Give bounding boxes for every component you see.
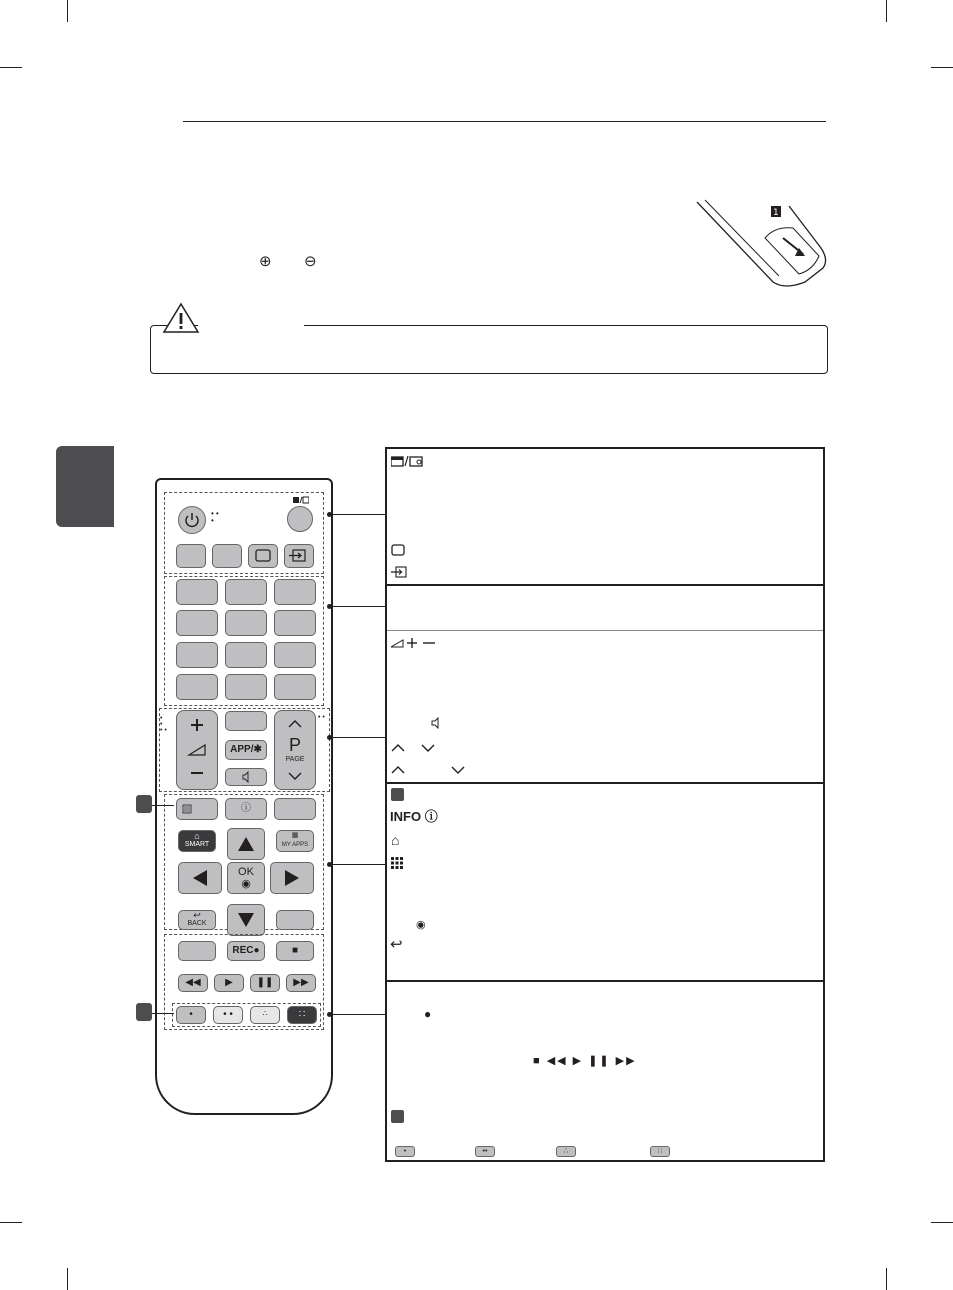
right-arrow-icon (271, 863, 313, 893)
leader-line (331, 737, 385, 738)
page-label: PAGE (285, 756, 305, 763)
page-rocker[interactable] (274, 710, 316, 790)
number-key[interactable] (176, 674, 218, 700)
stop-button[interactable] (276, 941, 314, 961)
power-dots: • • • (211, 509, 219, 525)
rec-dot-icon: ● (424, 1007, 432, 1021)
volume-plus-minus-icon (391, 637, 437, 649)
minus-circle-icon: ⊖ (304, 253, 317, 270)
ok-label: OK (238, 866, 254, 878)
crop-mark (0, 1222, 22, 1223)
number-key[interactable] (176, 610, 218, 636)
back-button[interactable] (178, 910, 216, 930)
center-key[interactable] (225, 711, 267, 731)
plus-circle-icon: ⊕ (259, 253, 272, 270)
page-dots: • • (318, 714, 325, 721)
number-key[interactable] (225, 642, 267, 668)
number-key[interactable] (225, 579, 267, 605)
nav-key-right[interactable] (274, 798, 316, 820)
grid-icon: ▦ (291, 832, 299, 839)
ratio-icon (249, 545, 277, 567)
ratio-icon (391, 544, 405, 556)
panel-divider (387, 584, 823, 586)
info-icon: ⓘ (424, 809, 438, 824)
top-key-2[interactable] (212, 544, 242, 568)
playback-key-1[interactable] (178, 941, 216, 961)
header-rule (183, 121, 826, 122)
app-button[interactable]: APP/✱ (225, 740, 267, 760)
volume-dots: • • • • (160, 715, 167, 734)
crop-mark (67, 1268, 68, 1290)
play-icon: ▶ (225, 977, 233, 988)
up-button[interactable] (227, 828, 265, 860)
mute-button[interactable] (225, 768, 267, 786)
rec-button[interactable] (227, 941, 265, 961)
number-key[interactable] (274, 642, 316, 668)
four-dot-icon: ∷ (298, 1009, 306, 1020)
input-icon (285, 545, 313, 567)
callout-square-1 (391, 788, 404, 801)
leader-line (331, 864, 385, 865)
crop-mark (886, 1268, 887, 1290)
up-arrow-icon (228, 829, 264, 859)
fast-forward-button[interactable] (286, 974, 316, 992)
leader-line (152, 805, 174, 806)
home-icon: ⌂ (194, 831, 200, 841)
tv-radio-icon (293, 496, 309, 504)
power-icon (179, 507, 205, 533)
warning-triangle-icon (162, 302, 200, 334)
caution-gap (198, 318, 304, 332)
number-key[interactable] (176, 579, 218, 605)
crop-mark (931, 1222, 953, 1223)
power-button[interactable] (178, 506, 206, 534)
number-key[interactable] (225, 610, 267, 636)
info-label-text: INFO (390, 809, 422, 824)
three-dot-icon: ∴ (262, 1009, 268, 1018)
chevron-up-icon (391, 765, 405, 775)
input-button[interactable] (284, 544, 314, 568)
down-button[interactable] (227, 904, 265, 936)
caution-box (150, 325, 828, 374)
play-button[interactable] (214, 974, 244, 992)
leader-line (331, 606, 385, 607)
down-arrow-icon (228, 905, 264, 935)
teletext-button[interactable] (176, 798, 218, 820)
color-key-2[interactable] (213, 1006, 243, 1024)
teletext-icon (177, 799, 217, 819)
back-arrow-icon: ↩ (193, 910, 201, 920)
remote-control (155, 478, 333, 1115)
leader-line (152, 1013, 174, 1014)
color-key-3[interactable] (250, 1006, 280, 1024)
number-key[interactable] (274, 610, 316, 636)
stop-icon: ■ (291, 945, 299, 956)
color-key-2-icon: •• (475, 1146, 495, 1157)
crop-mark (67, 0, 68, 22)
volume-rocker[interactable] (176, 710, 218, 790)
input-icon (391, 566, 407, 578)
pause-icon: ❚❚ (256, 977, 274, 988)
color-key-1-icon: • (395, 1146, 415, 1157)
grid-icon (391, 857, 403, 869)
color-key-4[interactable] (287, 1006, 317, 1024)
number-key[interactable] (274, 674, 316, 700)
crop-mark (0, 67, 22, 68)
panel-divider (387, 630, 823, 631)
description-panel (385, 447, 825, 1162)
color-key-3-icon: ∴ (556, 1146, 576, 1157)
info-label (390, 810, 438, 824)
remote-battery-illustration (695, 198, 830, 288)
mute-icon (226, 769, 266, 785)
fast-forward-icon: ▶▶ (293, 977, 309, 988)
ratio-button[interactable] (248, 544, 278, 568)
chevron-down-icon (421, 743, 435, 753)
rec-label: REC (232, 945, 254, 956)
top-key-1[interactable] (176, 544, 206, 568)
ok-circle-icon: ◉ (241, 878, 251, 890)
panel-divider (387, 782, 823, 784)
section-tab (56, 446, 114, 527)
panel-divider (387, 980, 823, 982)
two-dot-icon: • • (223, 1009, 233, 1020)
one-dot-icon: • (189, 1009, 193, 1020)
number-key[interactable] (176, 642, 218, 668)
smart-label: SMART (184, 841, 210, 848)
color-key-4-icon: ∷ (650, 1146, 670, 1157)
chevron-up-icon (391, 743, 405, 753)
volume-icon (177, 711, 217, 789)
callout-tag-2 (136, 1003, 152, 1021)
page-p-label: P (288, 735, 301, 755)
rec-dot-icon: ● (253, 945, 260, 956)
playback-icons: ■ ◀◀ ▶ ❚❚ ▶▶ (533, 1055, 637, 1067)
leader-line (331, 514, 385, 515)
tv-radio-icon (391, 455, 427, 467)
svg-text:1: 1 (773, 208, 779, 218)
number-key[interactable] (225, 674, 267, 700)
info-button[interactable]: ⓘ (225, 798, 267, 820)
callout-tag-1 (136, 795, 152, 813)
crop-mark (931, 67, 953, 68)
tv-radio-button[interactable] (287, 506, 313, 532)
color-key-1[interactable] (176, 1006, 206, 1024)
rewind-button[interactable] (178, 974, 208, 992)
back-label: BACK (187, 920, 207, 927)
ok-button[interactable] (227, 862, 265, 894)
crop-mark (886, 0, 887, 22)
pause-button[interactable] (250, 974, 280, 992)
ok-circle-icon: ◉ (416, 919, 426, 931)
back-arrow-icon: ↩ (390, 936, 403, 953)
chevron-down-icon (451, 765, 465, 775)
nav-key-exit[interactable] (276, 910, 314, 930)
rewind-icon: ◀◀ (185, 977, 201, 988)
left-button[interactable] (178, 862, 222, 894)
leader-line (331, 1014, 385, 1015)
right-button[interactable] (270, 862, 314, 894)
left-arrow-icon (179, 863, 221, 893)
my-apps-label: MY APPS (281, 842, 309, 848)
mute-icon (431, 717, 443, 729)
home-icon: ⌂ (391, 832, 400, 848)
callout-square-2 (391, 1110, 404, 1123)
number-key[interactable] (274, 579, 316, 605)
